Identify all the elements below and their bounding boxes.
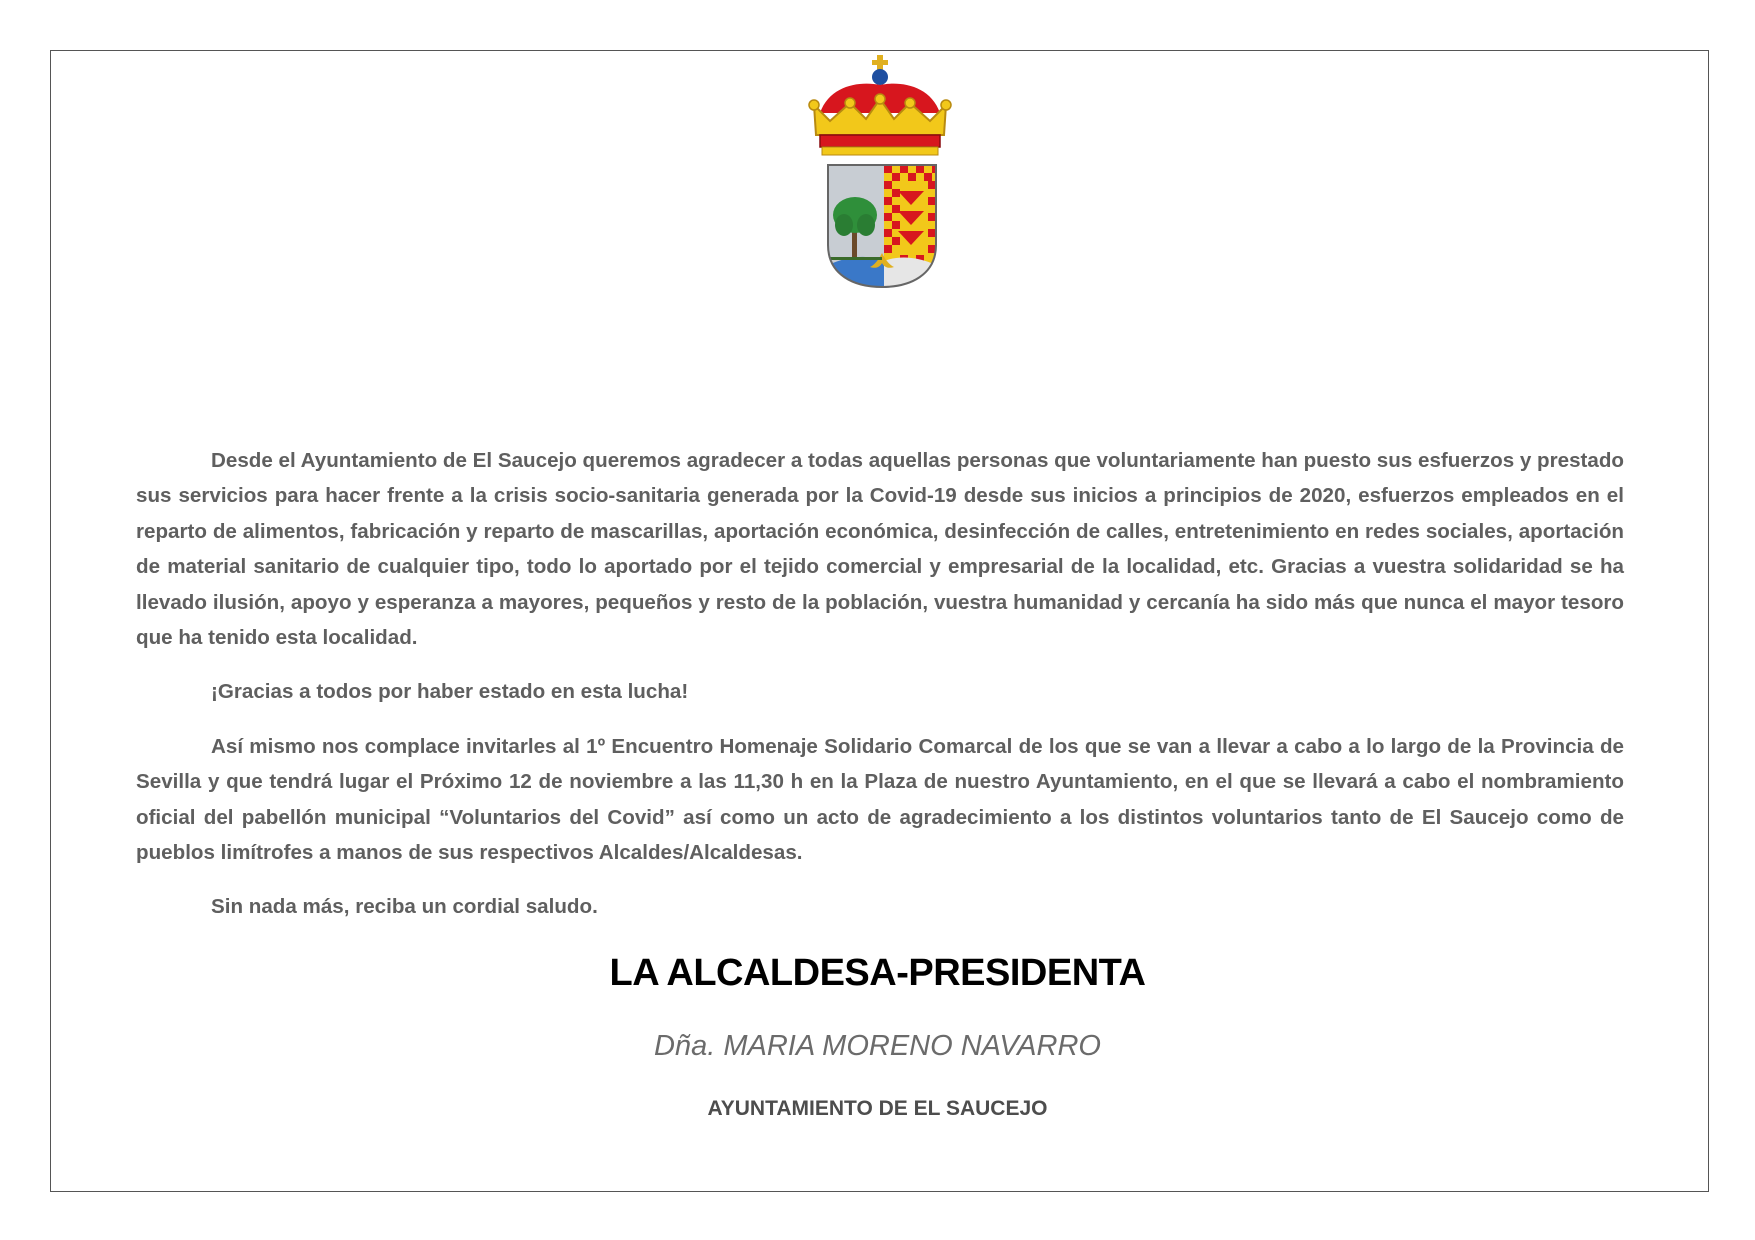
paragraph-thanks: Desde el Ayuntamiento de El Saucejo queremos agradecer a todas aquellas personas que voluntariamente han puesto sus esfuerzos y prestado sus servicios para hacer frente a la crisis socio-sanitaria generada por la Covid-19 desde sus inicios a principios de 2020, esfuerzos empleados en el reparto de alimentos, fabricación y reparto de mascarillas, aportación económica, desinfección de calles, entretenimiento en redes sociales, aportación de material sanitario de cualquier tipo, todo lo aportado por el tejido comercial y empresarial de la localidad, etc. Gracias a vuestra solidaridad se ha llevado ilusión, apoyo y esperanza a mayores, pequeños y resto de la población, vuestra humanidad y cercanía ha sido más que nunca el mayor tesoro que ha tenido esta localidad. <box>136 449 1625 650</box>
coat-of-arms-icon <box>800 55 960 295</box>
signature-title: LA ALCALDESA-PRESIDENTA <box>609 952 1146 994</box>
crown <box>809 55 951 155</box>
signature-name: Dña. MARIA MORENO NAVARRO <box>654 1030 1101 1062</box>
paragraph-invitation: Así mismo nos complace invitarles al 1º Encuentro Homenaje Solidario Comarcal de los que se van a llevar a cabo a lo largo de la Provincia de Sevilla y que tendrá lugar el Próximo 12 de noviembre a las 11,30 h en la Plaza de nuestro Ayuntamiento, en el que se llevará a cabo el nombramiento oficial del pabellón municipal “Voluntarios del Covid” así como un acto de agradecimiento a los distintos voluntarios tanto de El Saucejo como de pueblos limítrofes a manos de sus respectivos Alcaldes/Alcaldesas. <box>136 734 1624 865</box>
paragraph-gracias: ¡Gracias a todos por haber estado en esta lucha! <box>211 680 689 704</box>
signature-organization: AYUNTAMIENTO DE EL SAUCEJO <box>707 1097 1048 1120</box>
letter-body <box>136 443 1624 944</box>
shield <box>828 165 940 290</box>
paragraph-closing: Sin nada más, reciba un cordial saludo. <box>211 895 598 919</box>
